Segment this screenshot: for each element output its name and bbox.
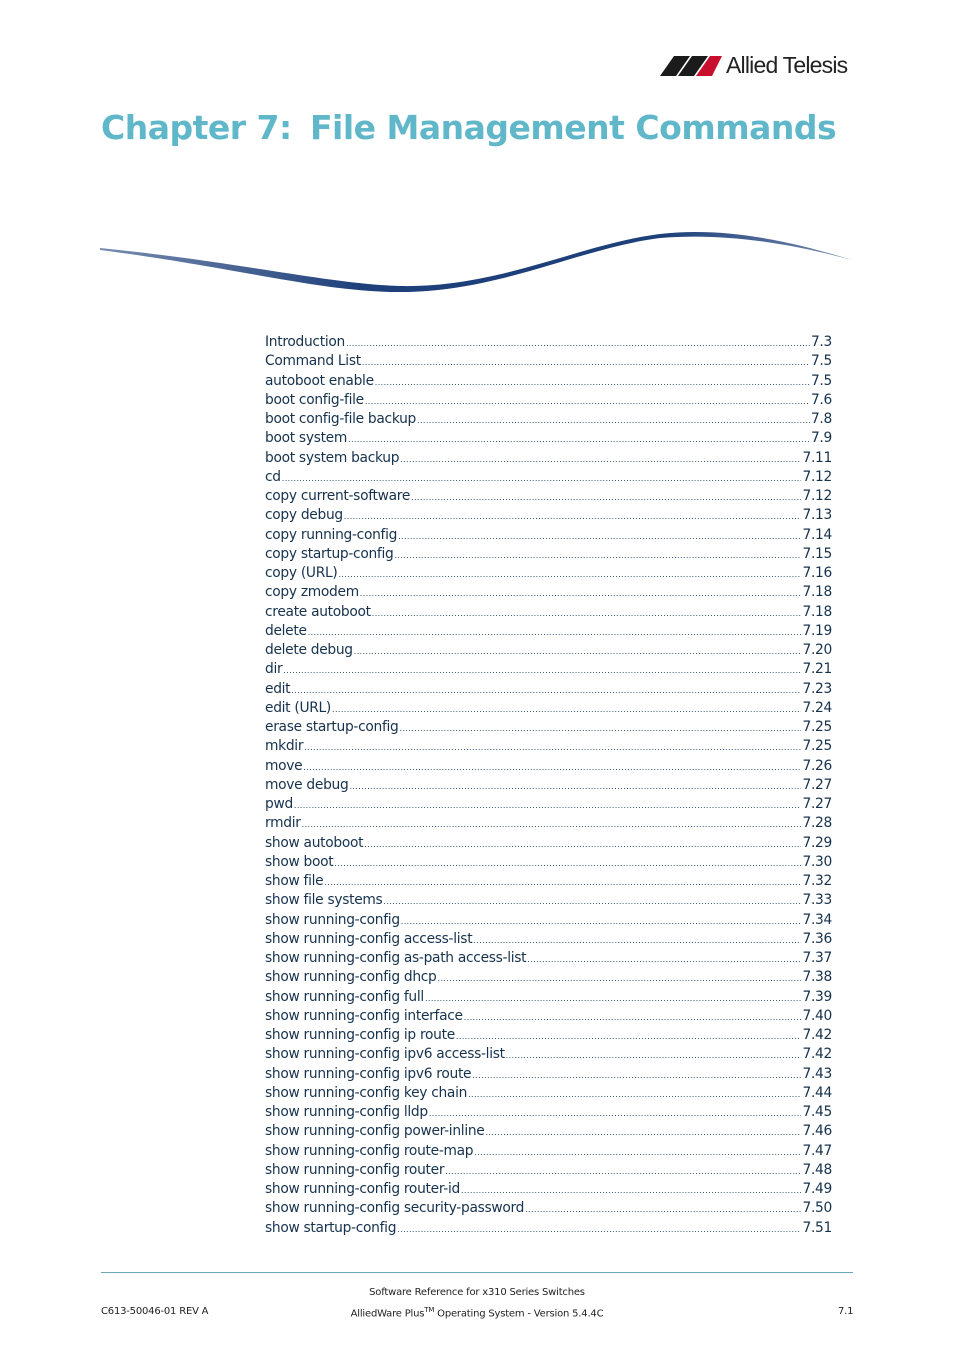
toc-entry-page: 7.25 — [802, 738, 832, 755]
toc-entry-title: edit — [265, 680, 291, 697]
toc-entry[interactable] — [265, 450, 832, 469]
toc-entry[interactable] — [265, 719, 832, 738]
toc-entry-title: show running-config full — [265, 988, 424, 1005]
toc-entry-title: boot system backup — [265, 449, 400, 466]
toc-entry-page: 7.20 — [802, 642, 832, 658]
toc-entry-page: 7.48 — [802, 1161, 832, 1178]
toc-entry-page: 7.27 — [802, 796, 832, 812]
toc-entry-title: autoboot enable — [265, 372, 374, 389]
toc-entry-title: rmdir — [265, 815, 301, 832]
toc-entry[interactable] — [265, 700, 832, 719]
toc-dot-leader — [282, 474, 802, 483]
toc-dot-leader — [468, 1090, 801, 1099]
logo-mark-icon — [660, 54, 722, 78]
toc-entry-title: cd — [265, 468, 281, 485]
decorative-swoosh — [100, 222, 854, 294]
toc-dot-leader — [456, 1032, 802, 1041]
toc-entry-page: 7.33 — [802, 892, 832, 909]
toc-dot-leader — [506, 1051, 802, 1060]
toc-entry[interactable] — [265, 1046, 832, 1065]
toc-dot-leader — [303, 763, 801, 772]
toc-dot-leader — [397, 1225, 801, 1234]
toc-entry-title: copy (URL) — [265, 565, 338, 581]
toc-entry-page: 7.32 — [802, 873, 832, 889]
toc-entry[interactable] — [265, 1008, 832, 1027]
toc-dot-leader — [360, 589, 802, 598]
chapter-heading — [101, 108, 836, 147]
footer-page-number: 7.1 — [838, 1306, 854, 1317]
chapter-number: Chapter 7: — [101, 108, 292, 147]
toc-entry-title: show running-config as-path access-list — [265, 950, 527, 966]
toc-entry-title: show running-config ipv6 access-list — [265, 1046, 505, 1063]
toc-entry-page: 7.21 — [802, 661, 832, 678]
toc-entry[interactable] — [265, 892, 832, 911]
toc-dot-leader — [438, 974, 802, 983]
toc-entry-page: 7.16 — [802, 565, 832, 581]
toc-dot-leader — [324, 878, 801, 887]
toc-dot-leader — [401, 917, 802, 926]
toc-entry-title: show startup-config — [265, 1219, 397, 1236]
toc-entry-page: 7.50 — [802, 1200, 832, 1217]
toc-entry-page: 7.13 — [802, 507, 832, 524]
toc-entry-page: 7.3 — [810, 334, 832, 350]
toc-entry-page: 7.36 — [802, 930, 832, 947]
toc-entry-title: show running-config dhcp — [265, 969, 437, 986]
footer-rule — [101, 1272, 853, 1273]
toc-dot-leader — [464, 1013, 802, 1022]
toc-entry-title: show running-config key chain — [265, 1084, 468, 1101]
toc-entry[interactable] — [265, 950, 832, 969]
toc-entry[interactable] — [265, 430, 832, 449]
toc-dot-leader — [473, 936, 801, 945]
toc-entry-page: 7.9 — [810, 430, 832, 447]
toc-entry-title: copy debug — [265, 507, 343, 524]
toc-entry-page: 7.25 — [802, 719, 832, 735]
toc-entry-page: 7.18 — [802, 603, 832, 620]
toc-entry-title: delete — [265, 622, 307, 639]
toc-dot-leader — [348, 435, 810, 444]
toc-entry-page: 7.40 — [802, 1007, 832, 1024]
toc-entry[interactable] — [265, 681, 832, 700]
toc-entry[interactable] — [265, 1143, 832, 1162]
toc-entry-title: show running-config interface — [265, 1007, 463, 1024]
toc-dot-leader — [425, 994, 802, 1003]
toc-entry-title: pwd — [265, 796, 293, 812]
toc-dot-leader — [362, 358, 810, 367]
toc-dot-leader — [344, 512, 802, 521]
toc-entry[interactable] — [265, 1162, 832, 1181]
toc-entry-page: 7.44 — [802, 1084, 832, 1101]
toc-entry-title: Command List — [265, 353, 361, 370]
toc-entry[interactable] — [265, 1181, 832, 1200]
toc-entry-page: 7.12 — [802, 468, 832, 485]
toc-entry-title: boot system — [265, 430, 348, 447]
toc-entry[interactable] — [265, 623, 832, 642]
toc-entry[interactable] — [265, 758, 832, 777]
toc-dot-leader — [400, 724, 802, 733]
toc-entry-page: 7.39 — [802, 988, 832, 1005]
toc-entry-title: show file systems — [265, 892, 383, 909]
toc-entry-title: delete debug — [265, 642, 353, 658]
toc-entry-title: show autoboot — [265, 834, 364, 851]
toc-entry[interactable] — [265, 1123, 832, 1142]
toc-entry-title: move — [265, 757, 303, 774]
toc-dot-leader — [294, 801, 802, 810]
toc-dot-leader — [302, 820, 802, 829]
toc-entry-title: copy current-software — [265, 488, 411, 504]
toc-entry[interactable] — [265, 989, 832, 1008]
toc-entry[interactable] — [265, 411, 832, 430]
toc-entry[interactable] — [265, 738, 832, 757]
toc-entry-title: dir — [265, 661, 283, 678]
toc-entry[interactable] — [265, 1200, 832, 1219]
toc-dot-leader — [527, 955, 801, 964]
toc-dot-leader — [304, 743, 801, 752]
toc-entry[interactable] — [265, 1104, 832, 1123]
table-of-contents — [265, 334, 832, 1239]
toc-entry-title: show running-config router-id — [265, 1181, 460, 1197]
toc-dot-leader — [383, 897, 801, 906]
toc-dot-leader — [372, 609, 802, 618]
toc-dot-leader — [334, 859, 801, 868]
footer-doc-number: C613-50046-01 REV A — [101, 1306, 209, 1317]
toc-dot-leader — [332, 705, 801, 714]
toc-dot-leader — [338, 570, 801, 579]
toc-entry-page: 7.14 — [802, 526, 832, 543]
toc-entry[interactable] — [265, 604, 832, 623]
toc-entry-title: erase startup-config — [265, 719, 399, 735]
toc-entry-page: 7.46 — [802, 1123, 832, 1140]
toc-entry-page: 7.29 — [802, 834, 832, 851]
toc-entry-title: show running-config access-list — [265, 930, 473, 947]
toc-entry-page: 7.19 — [802, 622, 832, 639]
toc-entry[interactable] — [265, 527, 832, 546]
toc-entry-title: mkdir — [265, 738, 304, 755]
toc-entry[interactable] — [265, 1027, 832, 1046]
toc-entry-page: 7.51 — [802, 1219, 832, 1236]
toc-entry-page: 7.42 — [802, 1046, 832, 1063]
toc-dot-leader — [394, 551, 801, 560]
toc-entry-page: 7.26 — [802, 757, 832, 774]
toc-entry[interactable] — [265, 488, 832, 507]
toc-entry[interactable] — [265, 1220, 832, 1239]
toc-entry-title: show boot — [265, 853, 334, 870]
toc-entry-page: 7.24 — [802, 699, 832, 716]
toc-entry[interactable] — [265, 1066, 832, 1085]
toc-entry[interactable] — [265, 931, 832, 950]
toc-entry-page: 7.42 — [802, 1027, 832, 1043]
toc-entry-title: show running-config security-password — [265, 1200, 525, 1217]
toc-entry[interactable] — [265, 873, 832, 892]
toc-entry-title: copy zmodem — [265, 584, 359, 601]
toc-dot-leader — [364, 840, 801, 849]
toc-entry-title: show running-config — [265, 911, 400, 928]
toc-entry-page: 7.18 — [802, 584, 832, 601]
toc-entry-title: boot config-file backup — [265, 411, 416, 427]
toc-entry-page: 7.45 — [802, 1104, 832, 1120]
toc-dot-leader — [474, 1148, 801, 1157]
toc-entry-page: 7.43 — [802, 1065, 832, 1082]
toc-entry[interactable] — [265, 835, 832, 854]
toc-entry-title: move debug — [265, 776, 349, 793]
toc-dot-leader — [283, 666, 801, 675]
toc-entry-title: boot config-file — [265, 391, 364, 408]
toc-entry-page: 7.5 — [810, 372, 832, 389]
toc-dot-leader — [525, 1205, 801, 1214]
toc-entry-title: show running-config lldp — [265, 1104, 428, 1120]
footer-os-version: Operating System - Version 5.4.4C — [434, 1308, 604, 1320]
toc-entry[interactable] — [265, 912, 832, 931]
toc-dot-leader — [429, 1109, 802, 1118]
toc-entry[interactable] — [265, 661, 832, 680]
toc-dot-leader — [375, 378, 810, 387]
toc-entry-page: 7.38 — [802, 969, 832, 986]
toc-entry-title: show file — [265, 873, 324, 889]
toc-entry[interactable] — [265, 469, 832, 488]
toc-entry-title: copy startup-config — [265, 545, 394, 562]
toc-entry-title: show running-config ip route — [265, 1027, 455, 1043]
toc-entry-page: 7.11 — [802, 449, 832, 466]
toc-entry-title: create autoboot — [265, 603, 371, 620]
toc-entry[interactable] — [265, 546, 832, 565]
toc-entry[interactable] — [265, 392, 832, 411]
toc-entry-title: copy running-config — [265, 526, 398, 543]
toc-entry-page: 7.8 — [810, 411, 832, 427]
toc-entry-title: Introduction — [265, 334, 345, 350]
footer-trademark: TM — [424, 1306, 435, 1314]
toc-dot-leader — [365, 397, 810, 406]
toc-dot-leader — [354, 647, 802, 656]
toc-entry-page: 7.15 — [802, 545, 832, 562]
toc-entry-page: 7.49 — [802, 1181, 832, 1197]
toc-entry[interactable] — [265, 815, 832, 834]
toc-entry-page: 7.47 — [802, 1142, 832, 1159]
toc-entry-page: 7.30 — [802, 853, 832, 870]
toc-dot-leader — [472, 1071, 801, 1080]
toc-dot-leader — [398, 532, 801, 541]
toc-entry-page: 7.5 — [810, 353, 832, 370]
toc-dot-leader — [291, 686, 801, 695]
toc-entry[interactable] — [265, 1085, 832, 1104]
toc-entry-title: edit (URL) — [265, 699, 332, 716]
toc-entry[interactable] — [265, 565, 832, 584]
toc-entry-title: show running-config router — [265, 1161, 445, 1178]
toc-entry[interactable] — [265, 969, 832, 988]
toc-entry[interactable] — [265, 642, 832, 661]
toc-entry[interactable] — [265, 777, 832, 796]
toc-dot-leader — [349, 782, 801, 791]
toc-entry-page: 7.34 — [802, 911, 832, 928]
toc-entry[interactable] — [265, 584, 832, 603]
toc-entry-title: show running-config ipv6 route — [265, 1065, 472, 1082]
toc-dot-leader — [485, 1128, 801, 1137]
toc-entry-page: 7.12 — [802, 488, 832, 504]
toc-dot-leader — [308, 628, 802, 637]
toc-dot-leader — [417, 416, 810, 425]
toc-dot-leader — [346, 339, 810, 348]
toc-entry-page: 7.37 — [802, 950, 832, 966]
toc-entry[interactable] — [265, 854, 832, 873]
toc-entry[interactable] — [265, 334, 832, 353]
toc-entry[interactable] — [265, 353, 832, 372]
chapter-title: File Management Commands — [310, 108, 837, 147]
footer-os-name: AlliedWare Plus — [350, 1308, 425, 1320]
company-logo — [660, 52, 847, 79]
toc-dot-leader — [400, 455, 801, 464]
toc-entry[interactable] — [265, 796, 832, 815]
toc-entry-title: show running-config power-inline — [265, 1123, 485, 1140]
toc-dot-leader — [411, 493, 801, 502]
toc-entry-page: 7.28 — [802, 815, 832, 832]
logo-text: Allied Telesis — [726, 52, 848, 78]
footer-os-line — [0, 1306, 954, 1319]
toc-entry[interactable] — [265, 507, 832, 526]
toc-dot-leader — [461, 1186, 801, 1195]
toc-entry-page: 7.23 — [802, 680, 832, 697]
toc-entry-title: show running-config route-map — [265, 1142, 474, 1159]
toc-dot-leader — [445, 1167, 801, 1176]
footer-doc-title: Software Reference for x310 Series Switches — [369, 1287, 585, 1298]
toc-entry[interactable] — [265, 373, 832, 392]
toc-entry-page: 7.6 — [810, 391, 832, 408]
toc-entry-page: 7.27 — [802, 776, 832, 793]
